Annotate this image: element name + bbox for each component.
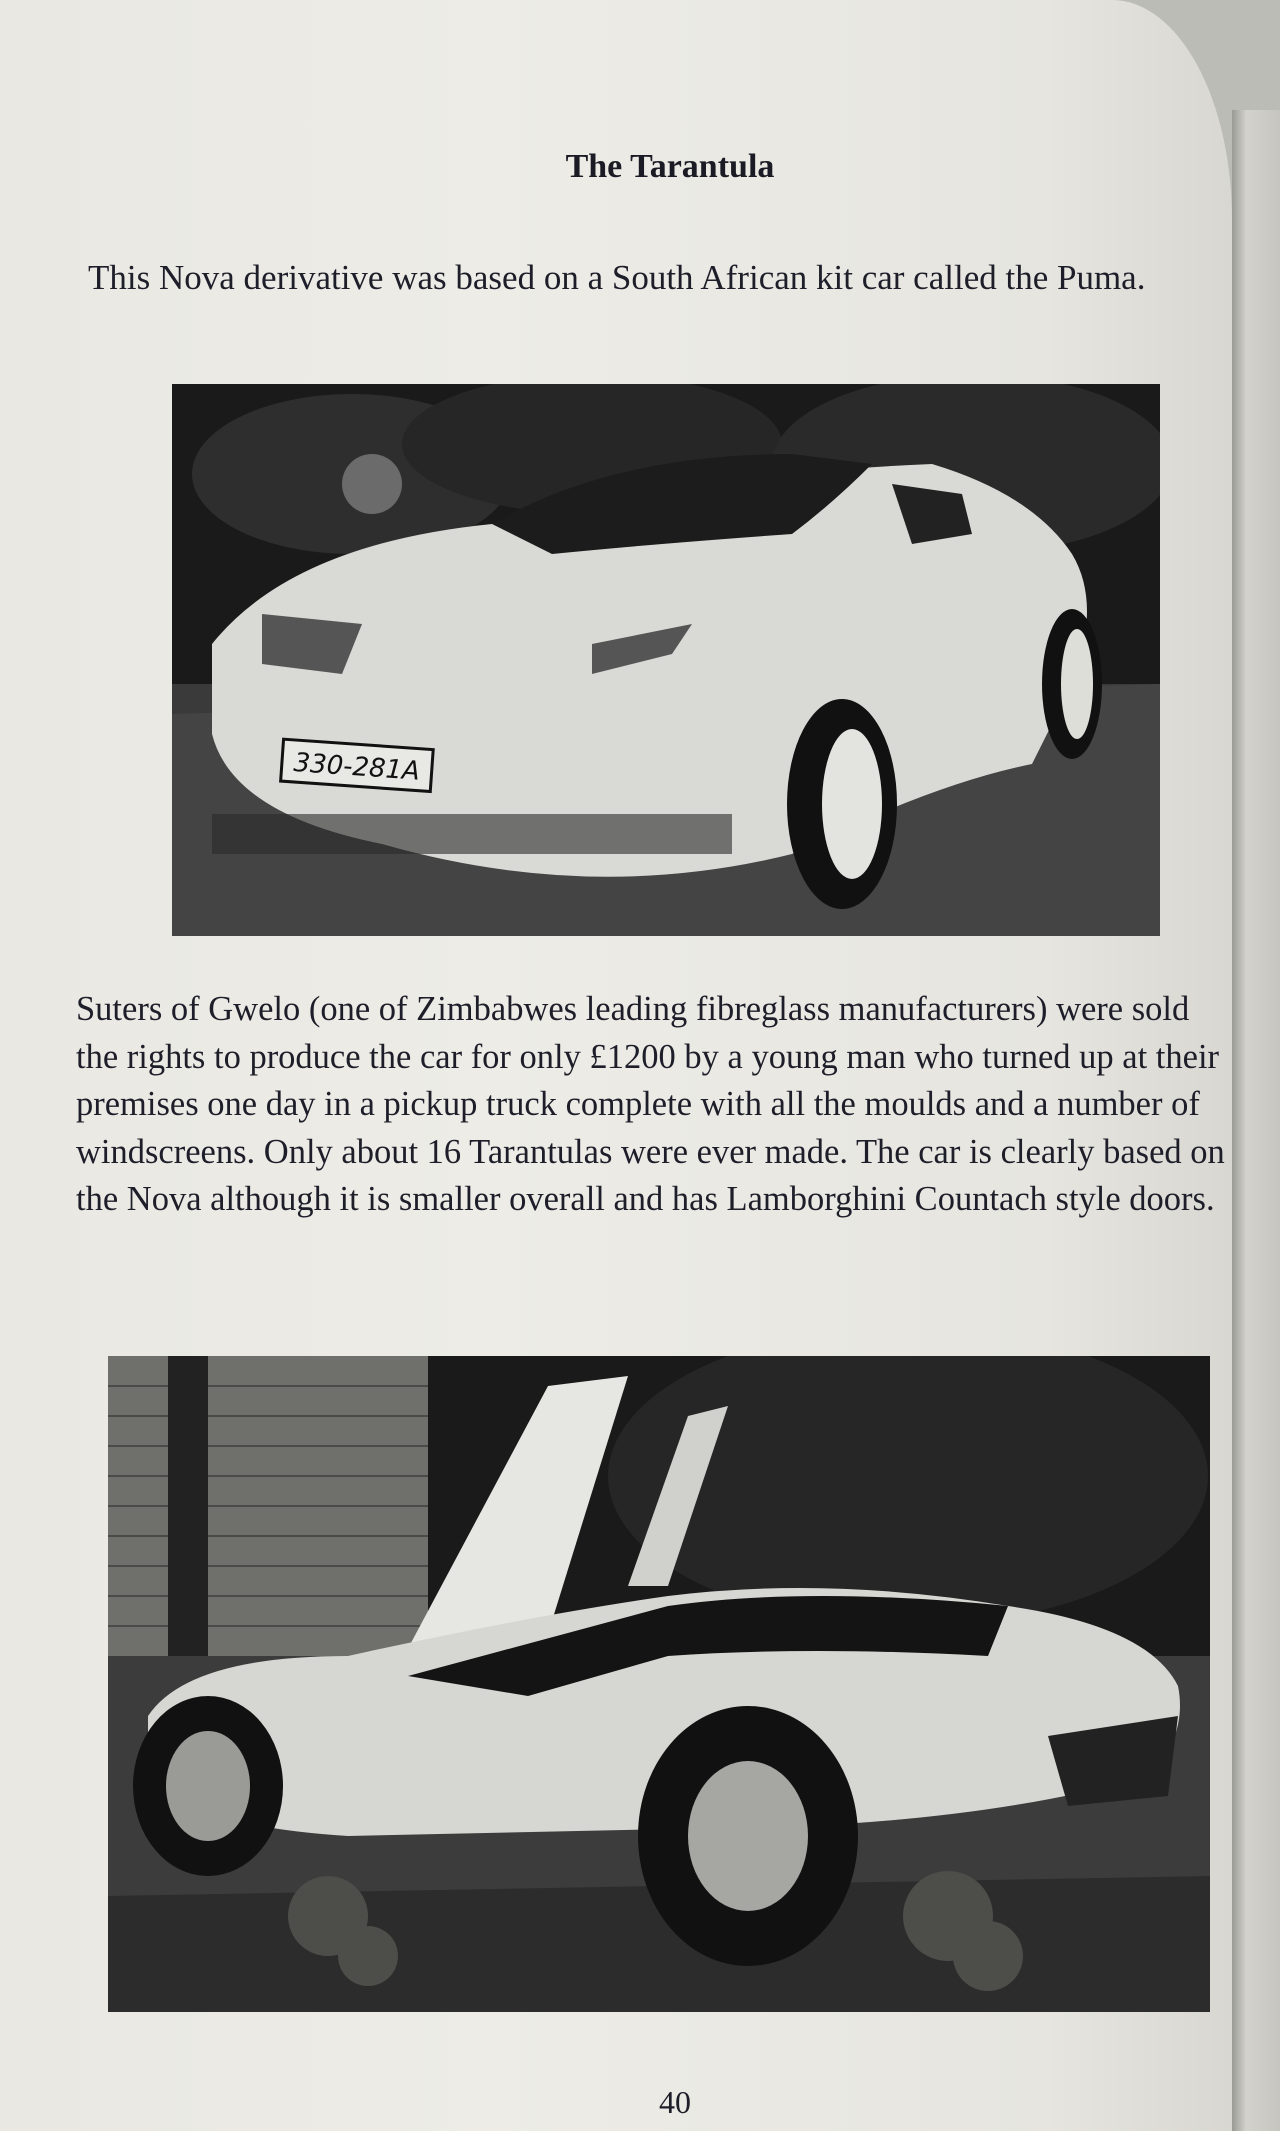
license-plate-text: 330-281A [292,747,421,787]
body-paragraph: Suters of Gwelo (one of Zimbabwes leading fibreglass manufacturers) were sold the rights to produce the car for only £1200 by a young man who turned up at their premises one day in a pickup truck complete with all the moulds and a number of windscreens. Only about 16 Tarantulas were ever made. The car is clearly based on the Nova although it is smaller overall and has Lamborghini Countach style doors. [76,990,1225,1218]
next-page-edge [1232,110,1280,2131]
intro-paragraph: This Nova derivative was based on a South African kit car called the Puma. [88,258,1146,297]
photo-doors-open-view [108,1356,1210,2012]
photo-front-view [172,384,1160,936]
page-title: The Tarantula [565,148,775,185]
page-number: 40 [659,2084,691,2120]
